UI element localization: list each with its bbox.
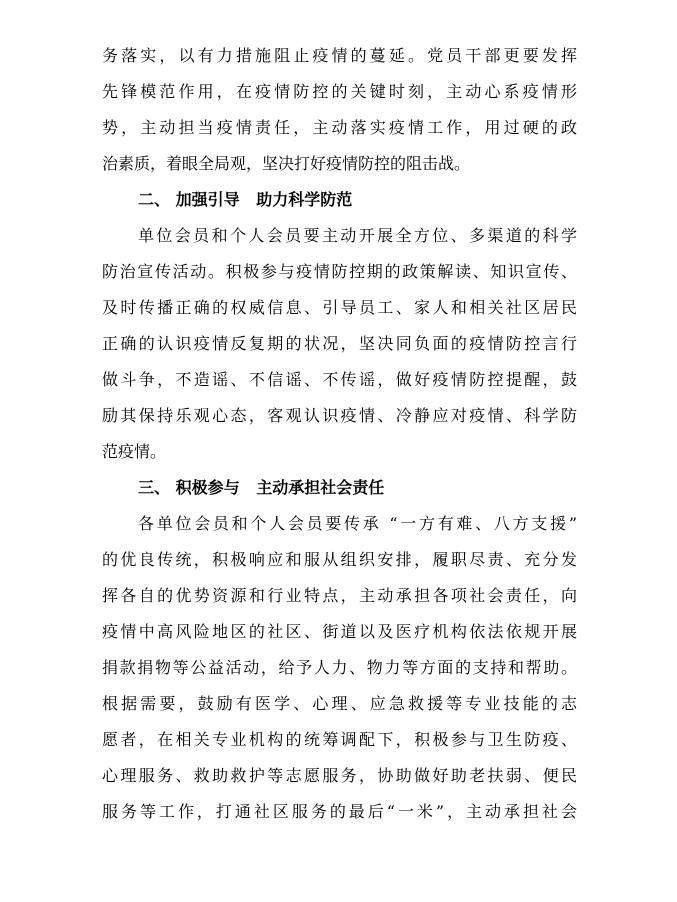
- section-3-line-1: 各单位会员和个人会员要传承 “一方有难、八方支援”: [138, 514, 577, 533]
- paragraph-1-line-2: 先锋模范作用，在疫情防控的关键时刻，主动心系疫情形: [102, 82, 577, 101]
- section-2-heading: 二、 加强引导 助力科学防范: [138, 190, 353, 209]
- paragraph-1-line-3: 势，主动担当疫情责任，主动落实疫情工作，用过硬的政: [102, 118, 577, 137]
- section-3-line-2: 的优良传统，积极响应和服从组织安排，履职尽责、充分发: [102, 550, 577, 569]
- section-2-line-6: 励其保持乐观心态，客观认识疫情、冷静应对疫情、科学防: [102, 406, 577, 425]
- section-2-line-4: 正确的认识疫情反复期的状况，坚决同负面的疫情防控言行: [102, 334, 577, 353]
- section-3-line-7: 愿者，在相关专业机构的统筹调配下，积极参与卫生防疫、: [102, 730, 577, 749]
- section-3-line-8: 心理服务、救助救护等志愿服务，协助做好助老扶弱、便民: [102, 766, 577, 785]
- section-3-line-6: 根据需要，鼓励有医学、心理、应急救援等专业技能的志: [102, 694, 577, 713]
- section-3-line-4: 疫情中高风险地区的社区、街道以及医疗机构依法依规开展: [102, 622, 577, 641]
- section-3-line-5: 捐款捐物等公益活动，给予人力、物力等方面的支持和帮助。: [102, 658, 577, 677]
- section-2-line-2: 防治宣传活动。积极参与疫情防控期的政策解读、知识宣传、: [102, 262, 577, 281]
- section-3-heading: 三、 积极参与 主动承担社会责任: [138, 478, 385, 497]
- section-3-line-9: 服务等工作，打通社区服务的最后“一米”，主动承担社会: [102, 802, 577, 821]
- paragraph-1-line-4: 治素质，着眼全局观，坚决打好疫情防控的阻击战。: [102, 154, 471, 173]
- section-2-line-3: 及时传播正确的权威信息、引导员工、家人和相关社区居民: [102, 298, 577, 317]
- section-2-line-1: 单位会员和个人会员要主动开展全方位、多渠道的科学: [138, 226, 577, 245]
- paragraph-1-line-1: 务落实，以有力措施阻止疫情的蔓延。党员干部更要发挥: [102, 46, 577, 65]
- section-2-line-5: 做斗争，不造谣、不信谣、不传谣，做好疫情防控提醒，鼓: [102, 370, 577, 389]
- section-2-line-7: 范疫情。: [102, 442, 167, 461]
- section-3-line-3: 挥各自的优势资源和行业特点，主动承担各项社会责任，向: [102, 586, 577, 605]
